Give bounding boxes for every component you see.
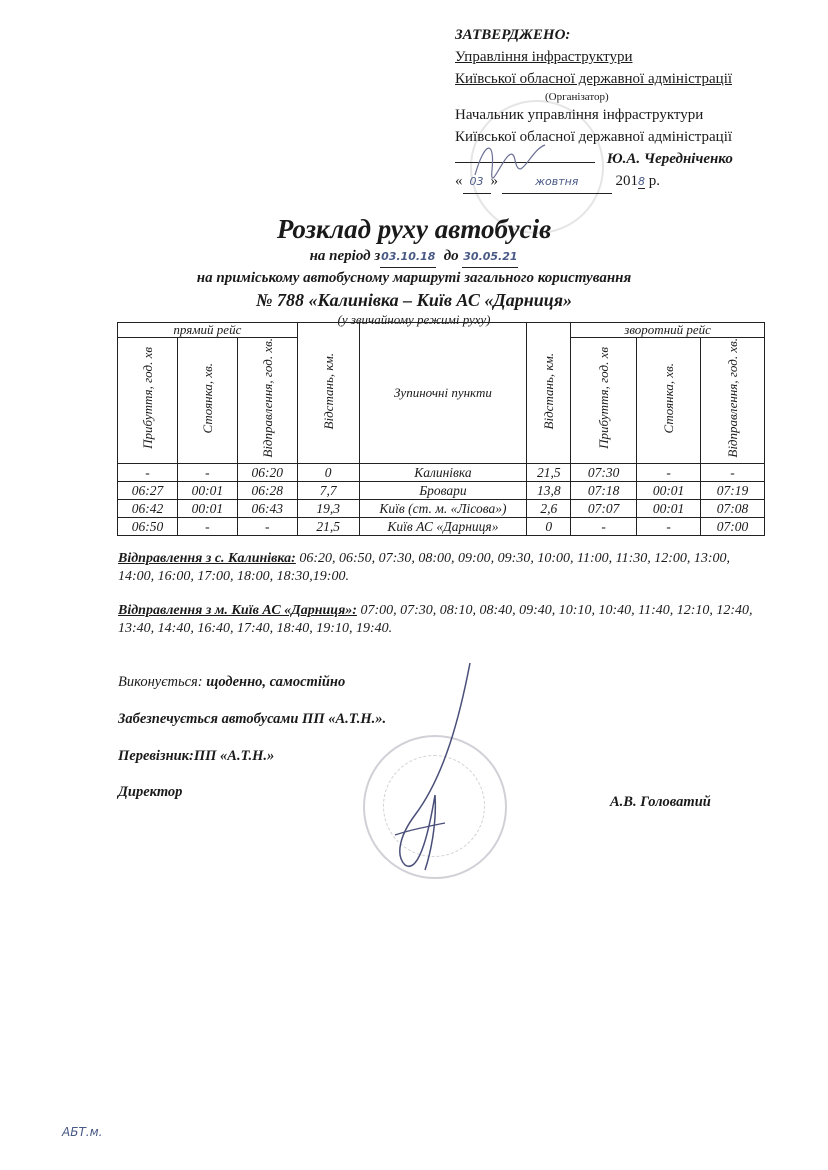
cell-arrival-ret: 07:18: [571, 481, 637, 499]
period-prefix: на період: [309, 248, 371, 264]
date-close-quote: »: [490, 173, 498, 189]
cell-stop-ret: -: [637, 517, 701, 535]
group-return: зворотний рейс: [571, 323, 765, 338]
cell-stop: 00:01: [177, 499, 237, 517]
approval-date-year-digit: 8: [638, 175, 645, 188]
departures-from-times: 06:20, 06:50, 07:30, 08:00, 09:00, 09:30, 10:00, 11:00, 11:30, 12:00, 13:00, 14:00, 16:00, 17:00, 18:00, 18:30,19:00.: [118, 551, 731, 584]
col-distance: Відстань, км.: [297, 323, 359, 464]
cell-point: Калинівка: [359, 463, 527, 481]
period-from: 03.10.18: [380, 247, 436, 268]
cell-arrival-ret: 07:07: [571, 499, 637, 517]
col-stop-ret: Стоянка, хв.: [637, 338, 701, 464]
approval-org-caption: (Організатор): [545, 91, 609, 103]
cell-distance: 7,7: [297, 481, 359, 499]
cell-depart-ret: 07:08: [701, 499, 765, 517]
cell-arrival: 06:42: [118, 499, 178, 517]
cell-arrival: -: [118, 463, 178, 481]
approval-signer: Ю.А. Чередніченко: [606, 151, 733, 167]
cell-stop: -: [177, 463, 237, 481]
cell-depart: 06:20: [237, 463, 297, 481]
cell-stop: -: [177, 517, 237, 535]
cell-distance: 21,5: [297, 517, 359, 535]
schedule-table: [117, 322, 765, 536]
cell-distance-ret: 13,8: [527, 481, 571, 499]
departures-from-label: Відправлення з с. Калинівка:: [118, 551, 296, 566]
cell-arrival-ret: 07:30: [571, 463, 637, 481]
approval-date-suffix: р.: [648, 173, 660, 189]
cell-depart: 06:43: [237, 499, 297, 517]
executed-note: [118, 674, 345, 691]
cell-distance: 0: [297, 463, 359, 481]
cell-arrival: 06:50: [118, 517, 178, 535]
col-distance-ret: Відстань, км.: [527, 323, 571, 464]
group-forward: прямий рейс: [118, 323, 298, 338]
departures-to-label: Відправлення з м. Київ АС «Дарниця»:: [118, 603, 357, 618]
corner-mark: АБТ.м.: [62, 1125, 103, 1139]
approval-org-line2: Київської обласної державної адміністрації: [455, 71, 733, 87]
cell-depart: -: [237, 517, 297, 535]
cell-depart-ret: 07:19: [701, 481, 765, 499]
cell-depart-ret: 07:00: [701, 517, 765, 535]
provided-note: Забезпечується автобусами ПП «А.Т.Н.».: [118, 711, 387, 727]
approval-signature: [470, 130, 550, 190]
carrier-note: Перевізник:ПП «А.Т.Н.»: [118, 748, 275, 764]
director-label: Директор: [118, 784, 183, 800]
cell-stop-ret: 00:01: [637, 481, 701, 499]
table-row: [118, 463, 765, 481]
cell-arrival-ret: -: [571, 517, 637, 535]
approval-date-day: 03: [463, 171, 491, 194]
departures-from-kalynivka: [118, 550, 768, 586]
col-points: Зупиночні пункти: [359, 323, 527, 464]
cell-point: Бровари: [359, 481, 527, 499]
executed-value: щоденно, самостійно: [202, 674, 346, 690]
departures-to-times: 07:00, 07:30, 08:10, 08:40, 09:40, 10:10, 10:40, 11:40, 12:10, 12:40, 13:40, 14:40, 16:40, 17:40, 18:40, 19:10, 19:40.: [118, 603, 753, 636]
col-arrival-ret: Прибуття, год. хв: [571, 338, 637, 464]
route-mode: (у звичайному режимі руху): [337, 312, 491, 327]
col-depart: Відправлення, год. хв.: [237, 338, 297, 464]
cell-distance-ret: 0: [527, 517, 571, 535]
cell-stop: 00:01: [177, 481, 237, 499]
date-open-quote: «: [455, 173, 463, 189]
approval-org-line1: Управління інфраструктури: [455, 49, 633, 65]
approval-position-line2: Київської обласної державної адміністрації: [455, 129, 733, 145]
executed-label: Виконується:: [118, 674, 203, 690]
director-name: А.В. Головатий: [610, 794, 711, 810]
route-name: № 788 «Калинівка – Київ АС «Дарниця»: [255, 290, 573, 310]
cell-distance-ret: 21,5: [527, 463, 571, 481]
cell-distance: 19,3: [297, 499, 359, 517]
cell-distance-ret: 2,6: [527, 499, 571, 517]
director-signature: [375, 655, 485, 885]
schedule-title: Розклад руху автобусів: [276, 214, 552, 244]
cell-depart-ret: -: [701, 463, 765, 481]
period-to: 30.05.21: [462, 247, 518, 268]
cell-point: Київ АС «Дарниця»: [359, 517, 527, 535]
approval-position-line1: Начальник управління інфраструктури: [455, 107, 704, 123]
table-row: [118, 499, 765, 517]
cell-point: Київ (ст. м. «Лісова»): [359, 499, 527, 517]
cell-depart: 06:28: [237, 481, 297, 499]
col-arrival: Прибуття, год. хв: [118, 338, 178, 464]
title-block: [0, 212, 828, 328]
period-to-label: до: [443, 248, 459, 264]
cell-arrival: 06:27: [118, 481, 178, 499]
route-type: на приміському автобусному маршруті загального користування: [196, 270, 632, 286]
approval-heading: ЗАТВЕРДЖЕНО:: [455, 27, 571, 43]
col-stop: Стоянка, хв.: [177, 338, 237, 464]
approval-date-year-prefix: 201: [615, 173, 638, 189]
col-depart-ret: Відправлення, год. хв.: [701, 338, 765, 464]
departures-from-kyiv: [118, 602, 768, 638]
cell-stop-ret: -: [637, 463, 701, 481]
table-group-header: [118, 323, 765, 338]
cell-stop-ret: 00:01: [637, 499, 701, 517]
period-line: [0, 246, 828, 268]
table-row: [118, 517, 765, 535]
approval-date-month: жовтня: [502, 171, 612, 194]
table-row: [118, 481, 765, 499]
period-from-label: з: [374, 248, 381, 264]
